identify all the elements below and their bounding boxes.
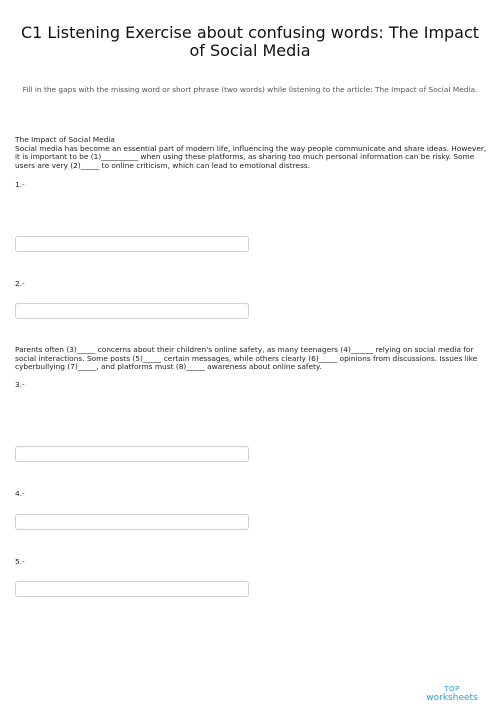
answer-field-4[interactable]	[15, 514, 249, 530]
passage-text: Parents often (3)_____ concerns about their children's online safety, as many teenagers (4)______ relying on social media for social interactions. Some posts (5)_____ certain messages, while others clearly (6)_____ opinions from discussions. Issues like cyberbullying (7)_____, and platforms must (8)_____ awareness about online safety.	[15, 345, 478, 372]
question-label-5: 5.-	[15, 557, 25, 566]
question-label-4: 4.-	[15, 489, 25, 498]
topworksheets-logo	[420, 685, 484, 703]
passage-1	[15, 136, 487, 170]
question-label-3: 3.-	[15, 380, 25, 389]
answer-field-2[interactable]	[15, 303, 249, 319]
logo-top-text: TOP	[444, 685, 460, 693]
answer-field-5[interactable]	[15, 581, 249, 597]
answer-field-1[interactable]	[15, 236, 249, 252]
logo-worksheets-text: worksheets	[426, 693, 478, 703]
question-label-1: 1.-	[15, 180, 25, 189]
answer-field-3[interactable]	[15, 446, 249, 462]
page-title: C1 Listening Exercise about confusing words: The Impact of Social Media	[20, 23, 480, 60]
passage-text: Social media has become an essential part of modern life, influencing the way people communicate and share ideas. However, it is important to be (1)__________ when using these platforms, as sharing too much personal information can be risky. Some users are very (2)_____ to online criticism, which can lead to emotional distress.	[15, 143, 487, 170]
passage-heading: The Impact of Social Media	[15, 135, 115, 144]
instructions: Fill in the gaps with the missing word or short phrase (two words) while listening to the article: The Impact of Social Media.	[22, 85, 478, 94]
question-label-2: 2.-	[15, 279, 25, 288]
passage-2	[15, 346, 487, 372]
